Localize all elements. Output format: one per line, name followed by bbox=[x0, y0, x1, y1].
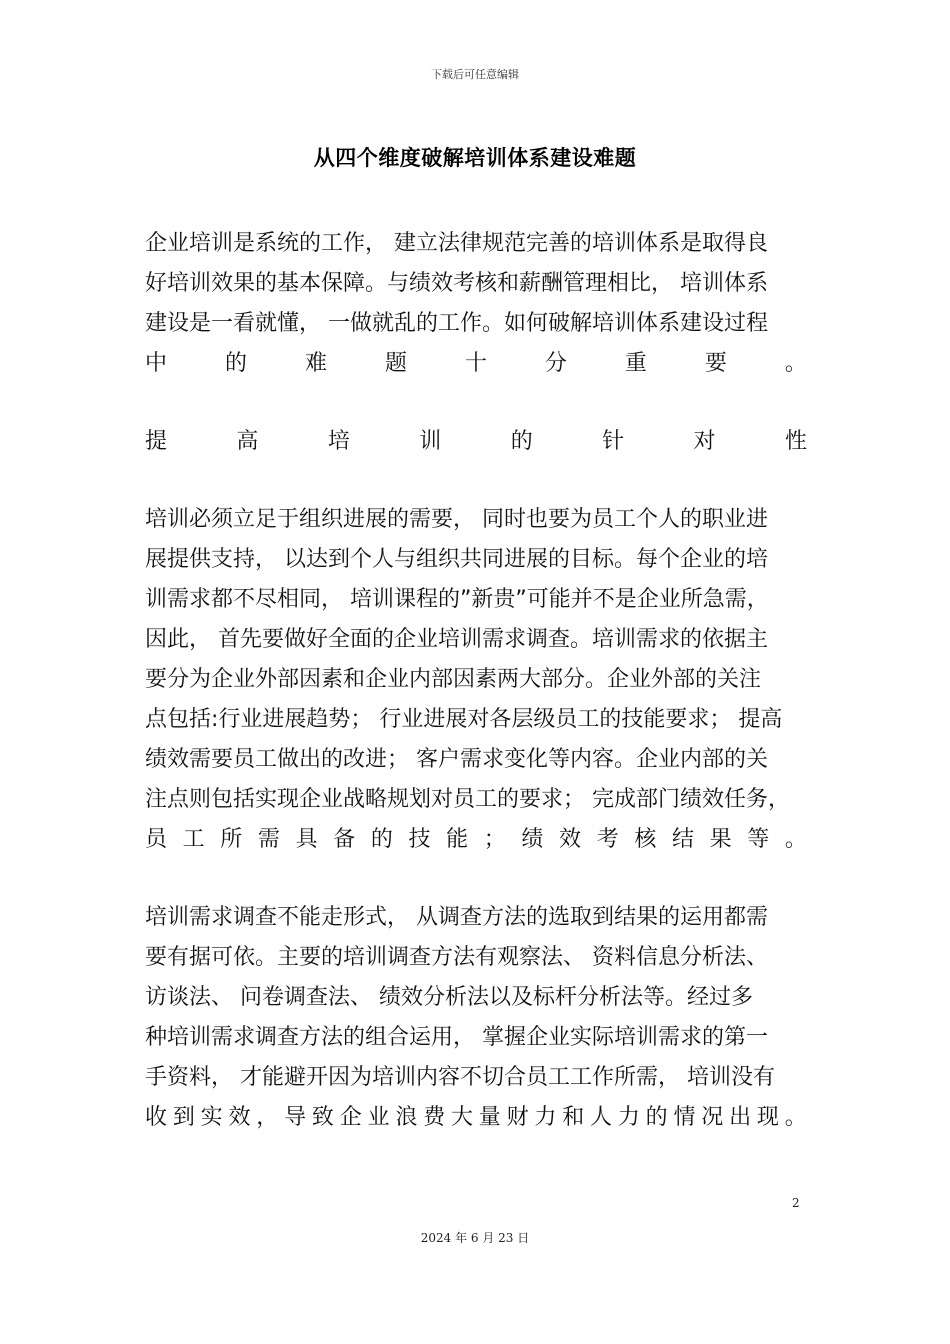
spread-char: 的 bbox=[645, 1105, 668, 1130]
spread-char: 。 bbox=[784, 827, 807, 852]
text-line: 培训必须立足于组织进展的需要， 同时也要为员工个人的职业进 bbox=[145, 507, 768, 532]
spread-char: 和 bbox=[562, 1105, 585, 1130]
spread-char: 能 bbox=[446, 827, 469, 852]
text-line: 好培训效果的基本保障。与绩效考核和薪酬管理相比， 培训体系 bbox=[145, 271, 768, 296]
spread-char: 中 bbox=[145, 351, 168, 376]
spread-char: 题 bbox=[384, 351, 407, 376]
text-line: 展提供支持， 以达到个人与组织共同进展的目标。每个企业的培 bbox=[145, 547, 768, 572]
spread-char: 效 bbox=[228, 1105, 251, 1130]
footer-date: 2024 年 6 月 23 日 bbox=[420, 1231, 530, 1245]
spread-char: 高 bbox=[236, 429, 259, 454]
spread-char: 要 bbox=[704, 351, 727, 376]
text-line: 建设是一看就懂， 一做就乱的工作。如何破解培训体系建设过程 bbox=[145, 311, 768, 336]
spread-char: 效 bbox=[559, 827, 582, 852]
spread-char: 重 bbox=[624, 351, 647, 376]
justified-line bbox=[145, 422, 807, 462]
spread-char: 情 bbox=[673, 1105, 696, 1130]
justified-line bbox=[145, 820, 807, 860]
spread-char: 培 bbox=[327, 429, 350, 454]
spread-char: 十 bbox=[464, 351, 487, 376]
spread-char: 所 bbox=[220, 827, 243, 852]
text-line: 手资料， 才能避开因为培训内容不切合员工工作所需， 培训没有 bbox=[145, 1065, 775, 1090]
justified-line bbox=[145, 344, 807, 384]
text-line: 访谈法、 问卷调查法、 绩效分析法以及标杆分析法等。经过多 bbox=[145, 985, 753, 1010]
header-note: 下载后可任意编辑 bbox=[431, 68, 519, 81]
spread-char: 等 bbox=[747, 827, 770, 852]
spread-char: 。 bbox=[784, 351, 807, 376]
text-line: 要分为企业外部因素和企业内部因素两大部分。企业外部的关注 bbox=[145, 667, 762, 692]
spread-char: 实 bbox=[200, 1105, 223, 1130]
text-line: 培训需求调查不能走形式， 从调查方法的选取到结果的运用都需 bbox=[145, 905, 768, 930]
spread-char: 果 bbox=[709, 827, 732, 852]
spread-char: 分 bbox=[544, 351, 567, 376]
spread-char: 训 bbox=[419, 429, 442, 454]
spread-char: 绩 bbox=[521, 827, 544, 852]
spread-char: 人 bbox=[590, 1105, 613, 1130]
spread-char: 性 bbox=[784, 429, 807, 454]
paragraph bbox=[145, 898, 807, 1138]
section-heading bbox=[145, 422, 807, 462]
paragraph bbox=[145, 224, 807, 384]
text-line: 绩效需要员工做出的改进； 客户需求变化等内容。企业内部的关 bbox=[145, 747, 768, 772]
paragraph bbox=[145, 500, 807, 860]
spread-char: 费 bbox=[423, 1105, 446, 1130]
spread-char: 结 bbox=[671, 827, 694, 852]
spread-char: 工 bbox=[182, 827, 205, 852]
spread-char: 大 bbox=[450, 1105, 473, 1130]
text-line: 因此， 首先要做好全面的企业培训需求调查。培训需求的依据主 bbox=[145, 627, 768, 652]
spread-char: 出 bbox=[729, 1105, 752, 1130]
spread-char: 力 bbox=[617, 1105, 640, 1130]
spread-char: 核 bbox=[634, 827, 657, 852]
spread-char: 员 bbox=[145, 827, 168, 852]
spread-char: 况 bbox=[701, 1105, 724, 1130]
document-title: 从四个维度破解培训体系建设难题 bbox=[313, 146, 637, 170]
spread-char: 力 bbox=[534, 1105, 557, 1130]
spread-char: 致 bbox=[311, 1105, 334, 1130]
justified-line bbox=[145, 1098, 807, 1138]
spread-char: 提 bbox=[145, 429, 168, 454]
text-line: 点包括:行业进展趋势； 行业进展对各层级员工的技能要求； 提高 bbox=[145, 707, 783, 732]
text-line: 要有据可依。主要的培训调查方法有观察法、 资料信息分析法、 bbox=[145, 945, 768, 970]
spread-char: 难 bbox=[304, 351, 327, 376]
spread-char: 财 bbox=[506, 1105, 529, 1130]
document-body bbox=[145, 224, 807, 1138]
spread-char: 考 bbox=[596, 827, 619, 852]
spread-char: 企 bbox=[339, 1105, 362, 1130]
page-number: 2 bbox=[792, 1196, 800, 1210]
spread-char: 的 bbox=[370, 827, 393, 852]
spread-char: ； bbox=[483, 827, 506, 852]
spread-char: 到 bbox=[172, 1105, 195, 1130]
spread-char: 针 bbox=[602, 429, 625, 454]
spread-char: 导 bbox=[284, 1105, 307, 1130]
text-line: 注点则包括实现企业战略规划对员工的要求； 完成部门绩效任务， bbox=[145, 787, 790, 812]
spread-char: 需 bbox=[257, 827, 280, 852]
spread-char: 的 bbox=[510, 429, 533, 454]
spread-char: 量 bbox=[478, 1105, 501, 1130]
spread-char: 对 bbox=[693, 429, 716, 454]
spread-char: 技 bbox=[408, 827, 431, 852]
spread-char: 具 bbox=[295, 827, 318, 852]
spread-char: 现 bbox=[756, 1105, 779, 1130]
spread-char: 备 bbox=[333, 827, 356, 852]
spread-char: 。 bbox=[784, 1105, 807, 1130]
text-line: 种培训需求调查方法的组合运用， 掌握企业实际培训需求的第一 bbox=[145, 1025, 768, 1050]
text-line: 企业培训是系统的工作， 建立法律规范完善的培训体系是取得良 bbox=[145, 231, 768, 256]
spread-char: ， bbox=[256, 1105, 279, 1130]
spread-char: 的 bbox=[224, 351, 247, 376]
spread-char: 收 bbox=[145, 1105, 168, 1130]
spread-char: 业 bbox=[367, 1105, 390, 1130]
text-line: 训需求都不尽相同， 培训课程的”新贵”可能并不是企业所急需， bbox=[145, 587, 769, 612]
spread-char: 浪 bbox=[395, 1105, 418, 1130]
